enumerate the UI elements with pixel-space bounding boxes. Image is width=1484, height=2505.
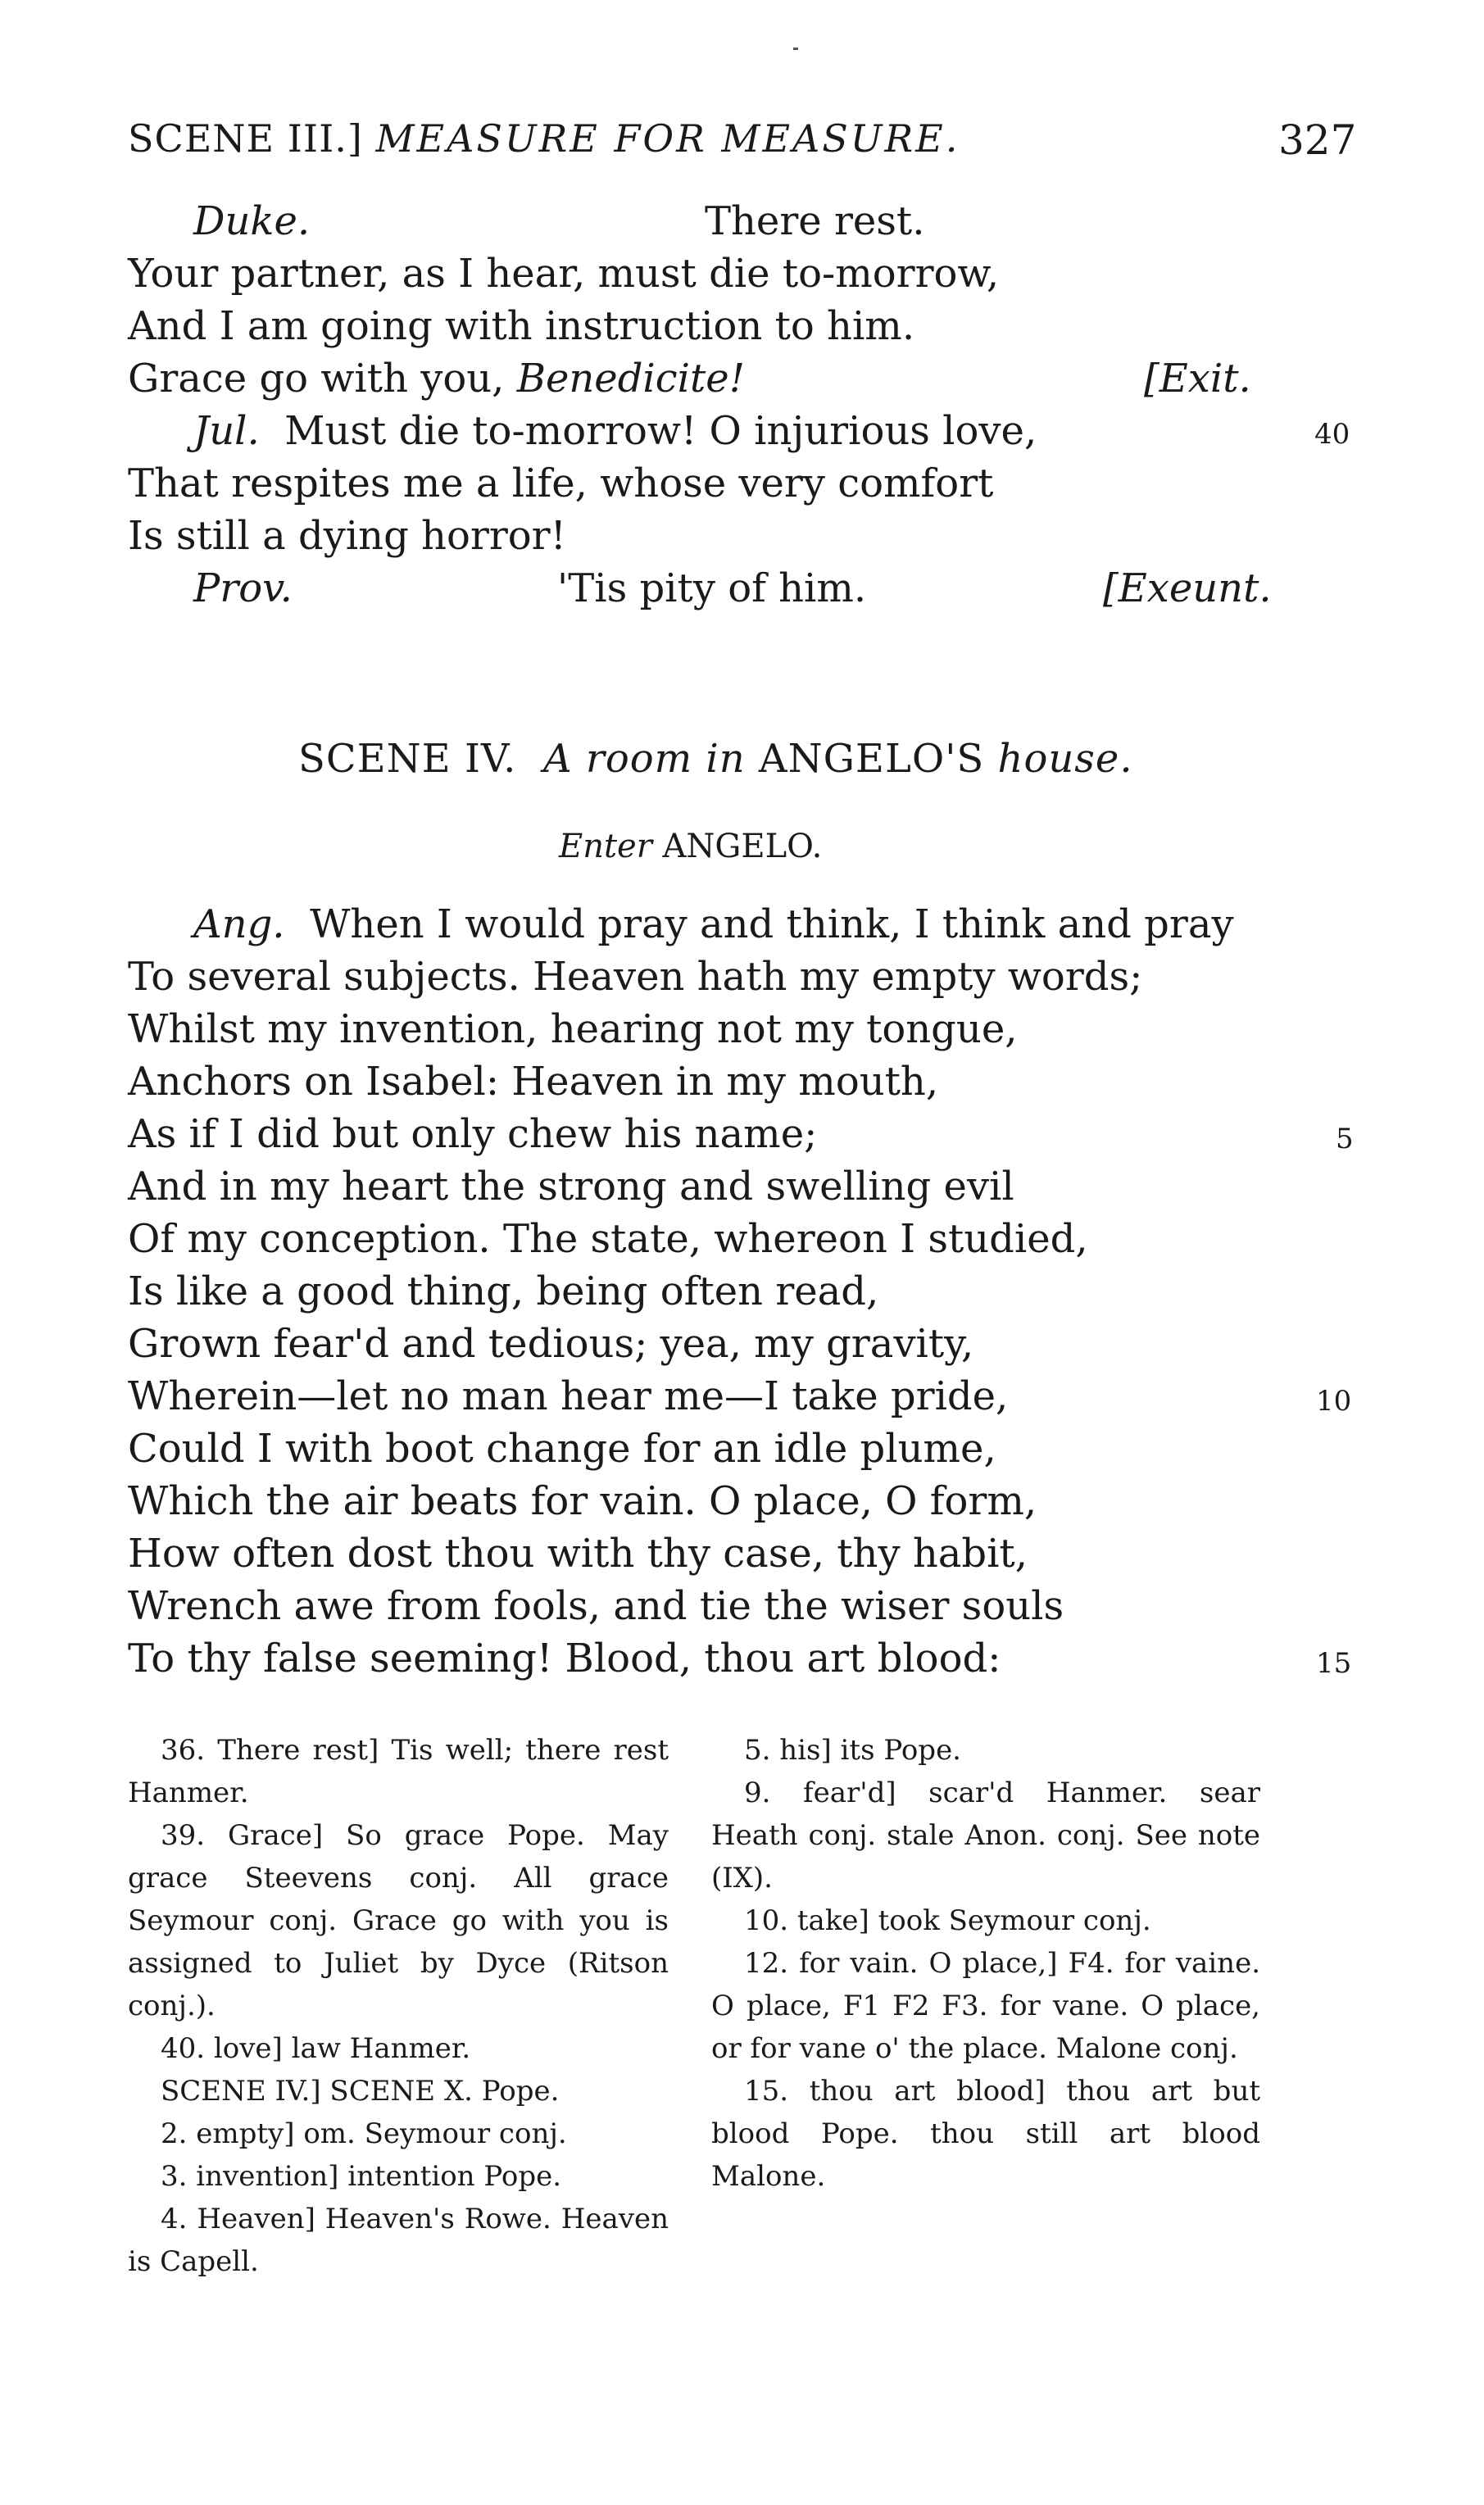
line-number: 10 bbox=[1316, 1385, 1352, 1418]
verse-line: And I am going with instruction to him. bbox=[128, 303, 915, 349]
speaker-name: Ang. bbox=[193, 901, 285, 947]
scene-owner: ANGELO'S bbox=[758, 736, 985, 782]
verse-line: Is like a good thing, being often read, bbox=[128, 1268, 879, 1314]
verse-line: And in my heart the strong and swelling evil bbox=[128, 1164, 1014, 1209]
verse-line: Wherein—let no man hear me—I take pride, bbox=[128, 1373, 1009, 1419]
verse-text: Grace go with you, bbox=[128, 356, 517, 402]
verse-line bbox=[193, 898, 1234, 951]
note: 4. Heaven] Heaven's Rowe. Heaven is Capell. bbox=[128, 2203, 669, 2278]
line-number: 40 bbox=[1314, 418, 1350, 451]
entrance-name: ANGELO. bbox=[662, 828, 823, 865]
speaker-name: Prov. bbox=[193, 565, 293, 611]
note: 3. invention] intention Pope. bbox=[161, 2160, 562, 2193]
note: 36. There rest] Tis well; there rest Hanmer. bbox=[128, 1734, 669, 1809]
note: 2. empty] om. Seymour conj. bbox=[161, 2117, 567, 2150]
scene-room: A room in bbox=[542, 736, 746, 782]
verse-line: 'Tis pity of him. bbox=[557, 565, 867, 611]
verse-line: How often dost thou with thy case, thy habit, bbox=[128, 1531, 1028, 1577]
note: 15. thou art blood] thou art but blood Pope. thou still art blood Malone. bbox=[711, 2075, 1260, 2193]
page-number: 327 bbox=[1278, 116, 1357, 164]
scene-label: SCENE IV. bbox=[298, 736, 517, 782]
verse-line bbox=[128, 352, 745, 405]
verse-line: Whilst my invention, hearing not my tongue, bbox=[128, 1006, 1018, 1052]
verse-text: When I would pray and think, I think and pray bbox=[310, 901, 1234, 947]
stage-direction: [Exeunt. bbox=[1103, 565, 1272, 611]
scene-place: house. bbox=[997, 736, 1133, 782]
verse-line: To thy false seeming! Blood, thou art blood: bbox=[128, 1636, 1001, 1681]
verse-line: Grown fear'd and tedious; yea, my gravity, bbox=[128, 1321, 974, 1367]
stage-direction: [Exit. bbox=[1144, 356, 1251, 402]
verse-line: Is still a dying horror! bbox=[128, 513, 566, 559]
note: SCENE IV.] SCENE X. Pope. bbox=[161, 2075, 560, 2108]
note: 9. fear'd] scar'd Hanmer. sear Heath conj. stale Anon. conj. See note (IX). bbox=[711, 1777, 1260, 1895]
note: 10. take] took Seymour conj. bbox=[744, 1904, 1151, 1937]
verse-line: Anchors on Isabel: Heaven in my mouth, bbox=[128, 1059, 939, 1105]
note: 5. his] its Pope. bbox=[744, 1734, 961, 1767]
verse-line: There rest. bbox=[705, 198, 925, 244]
notes-right-column bbox=[711, 1729, 1260, 2198]
verse-line: To several subjects. Heaven hath my empty words; bbox=[128, 954, 1143, 1000]
line-number: 15 bbox=[1316, 1647, 1352, 1680]
note: 12. for vain. O place,] F4. for vaine. O place, F1 F2 F3. for vane. O place, or for vane o' the place. Malone conj. bbox=[711, 1947, 1260, 2065]
entrance-direction bbox=[559, 828, 822, 865]
verse-line: Could I with boot change for an idle plume, bbox=[128, 1426, 996, 1472]
verse-text: Must die to-morrow! O injurious love, bbox=[284, 408, 1037, 454]
notes-left-column bbox=[128, 1729, 669, 2283]
line-number: 5 bbox=[1336, 1123, 1354, 1155]
verse-line: That respites me a life, whose very comfort bbox=[128, 461, 994, 506]
verse-line bbox=[193, 195, 310, 247]
running-head-title: MEASURE FOR MEASURE. bbox=[375, 116, 960, 161]
note: 39. Grace] So grace Pope. May grace Steevens conj. All grace Seymour conj. Grace go with you is assigned to Juliet by Dyce (Ritson conj.). bbox=[128, 1819, 669, 2022]
note: 40. love] law Hanmer. bbox=[161, 2032, 471, 2065]
top-mark bbox=[793, 48, 798, 50]
speaker-name: Jul. bbox=[193, 408, 260, 454]
running-head bbox=[128, 116, 960, 161]
verse-line: Of my conception. The state, whereon I studied, bbox=[128, 1216, 1088, 1262]
scene-heading bbox=[298, 736, 1133, 782]
entrance-verb: Enter bbox=[559, 828, 652, 865]
verse-line: Which the air beats for vain. O place, O form, bbox=[128, 1478, 1037, 1524]
verse-line: Wrench awe from fools, and tie the wiser souls bbox=[128, 1583, 1064, 1629]
verse-line bbox=[193, 405, 1037, 457]
running-head-scene: SCENE III.] bbox=[128, 116, 363, 161]
verse-line: As if I did but only chew his name; bbox=[128, 1111, 818, 1157]
speaker-name: Duke. bbox=[193, 198, 311, 244]
verse-italic: Benedicite! bbox=[516, 356, 745, 402]
verse-line: Your partner, as I hear, must die to-morrow, bbox=[128, 251, 1000, 297]
